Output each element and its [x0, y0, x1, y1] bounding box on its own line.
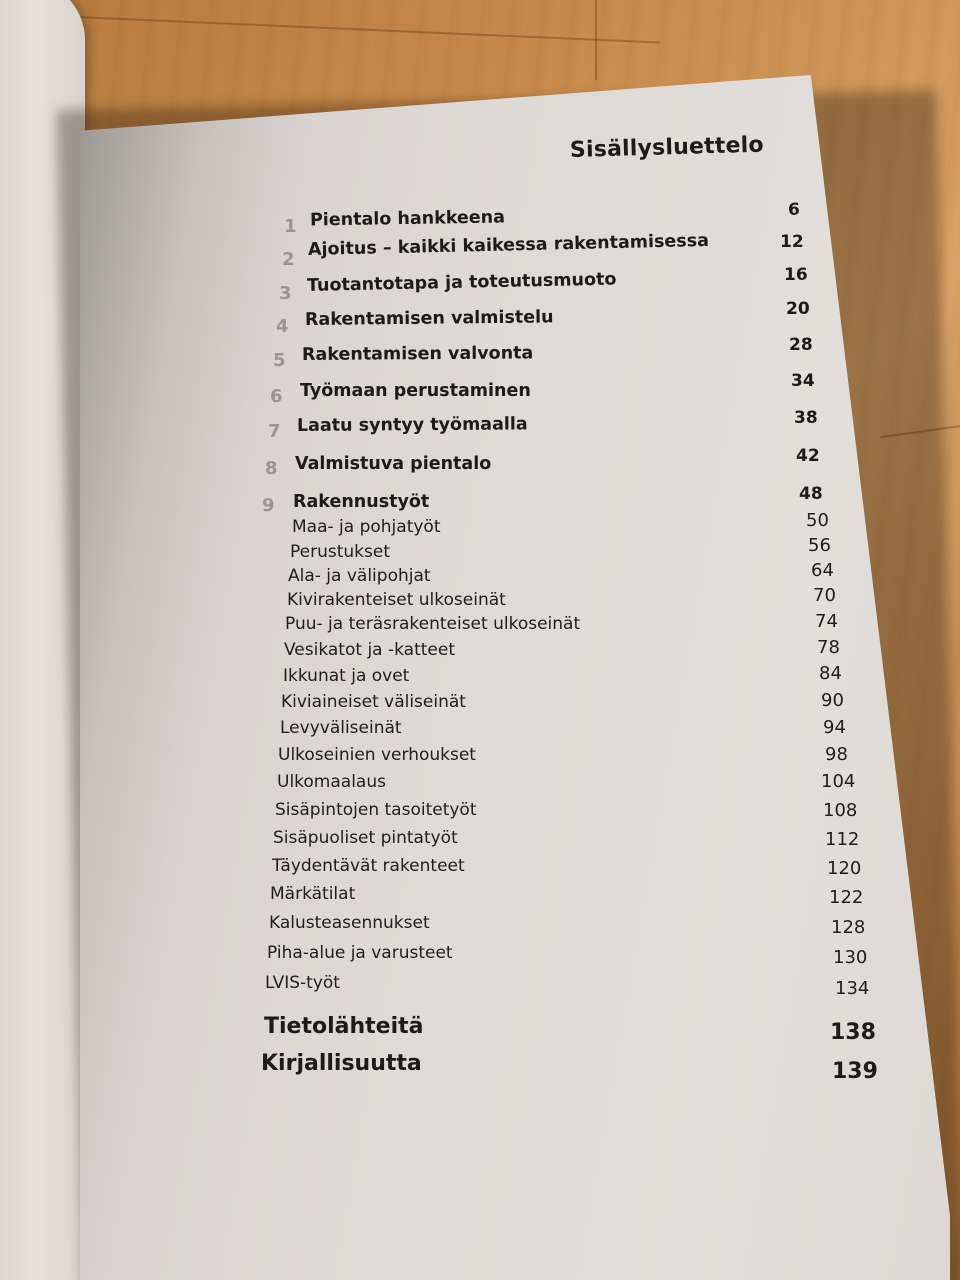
page-title: Sisällysluettelo — [569, 132, 765, 163]
chapter-title: Rakentamisen valmistelu — [304, 307, 554, 330]
subsection-page: 84 — [819, 663, 842, 684]
chapter-page: 28 — [789, 335, 813, 355]
appendix-page: 138 — [830, 1020, 876, 1045]
chapter-number: 4 — [276, 316, 289, 337]
chapter-number: 8 — [265, 458, 278, 479]
chapter-page: 20 — [786, 299, 810, 319]
subsection-page: 130 — [833, 947, 868, 968]
subsection-title: Sisäpuoliset pintatyöt — [273, 828, 458, 848]
subsection-title: Märkätilat — [270, 884, 356, 904]
subsection-page: 78 — [817, 637, 840, 658]
chapter-title: Työmaan perustaminen — [300, 381, 531, 401]
subsection-page: 108 — [823, 800, 858, 821]
chapter-title: Rakennustyöt — [293, 492, 430, 512]
subsection-page: 94 — [823, 717, 846, 738]
subsection-page: 70 — [813, 585, 836, 606]
subsection-title: Ulkoseinien verhoukset — [278, 745, 476, 765]
chapter-number: 3 — [279, 283, 292, 304]
subsection-title: Sisäpintojen tasoitetyöt — [275, 800, 477, 820]
chapter-title: Pientalo hankkeena — [309, 207, 506, 231]
subsection-page: 128 — [831, 917, 866, 938]
subsection-title: Vesikatot ja -katteet — [284, 640, 456, 660]
chapter-number: 2 — [282, 249, 295, 270]
chapter-page: 12 — [780, 232, 804, 252]
subsection-title: Levyväliseinät — [280, 718, 402, 738]
subsection-title: Täydentävät rakenteet — [272, 856, 465, 876]
subsection-page: 120 — [827, 858, 862, 879]
subsection-page: 50 — [806, 510, 829, 531]
chapter-number: 1 — [284, 216, 297, 237]
chapter-title: Rakentamisen valvonta — [301, 343, 534, 365]
appendix-title: Kirjallisuutta — [261, 1051, 422, 1076]
subsection-title: Perustukset — [290, 542, 390, 562]
chapter-number: 5 — [273, 350, 286, 371]
chapter-number: 9 — [262, 495, 275, 516]
subsection-page: 122 — [829, 887, 864, 908]
subsection-title: Kivirakenteiset ulkoseinät — [287, 590, 506, 610]
chapter-page: 42 — [796, 446, 820, 466]
subsection-page: 98 — [825, 744, 848, 765]
chapter-number: 7 — [268, 421, 281, 442]
chapter-page: 16 — [784, 265, 808, 285]
subsection-title: Puu- ja teräsrakenteiset ulkoseinät — [285, 614, 581, 634]
chapter-page: 6 — [788, 200, 800, 220]
subsection-title: LVIS-työt — [265, 973, 340, 993]
chapter-title: Ajoitus – kaikki kaikessa rakentamisessa — [307, 230, 710, 260]
chapter-page: 38 — [794, 408, 818, 428]
chapter-title: Laatu syntyy työmaalla — [296, 414, 528, 436]
chapter-number: 6 — [270, 386, 283, 407]
chapter-title: Tuotantotapa ja toteutusmuoto — [306, 269, 617, 296]
appendix-page: 139 — [832, 1059, 878, 1084]
subsection-title: Ulkomaalaus — [277, 772, 386, 792]
subsection-page: 112 — [825, 829, 860, 850]
appendix-title: Tietolähteitä — [264, 1014, 424, 1039]
subsection-page: 90 — [821, 690, 844, 711]
subsection-page: 104 — [821, 771, 856, 792]
subsection-title: Kiviaineiset väliseinät — [281, 692, 466, 712]
subsection-page: 134 — [835, 978, 870, 999]
chapter-title: Valmistuva pientalo — [295, 454, 492, 474]
subsection-title: Ala- ja välipohjat — [288, 566, 431, 586]
subsection-page: 74 — [815, 611, 838, 632]
subsection-page: 56 — [808, 535, 831, 556]
chapter-page: 48 — [799, 484, 823, 504]
chapter-page: 34 — [791, 371, 815, 391]
subsection-title: Piha-alue ja varusteet — [267, 943, 453, 963]
subsection-page: 64 — [811, 560, 834, 581]
subsection-title: Kalusteasennukset — [269, 913, 430, 933]
subsection-title: Maa- ja pohjatyöt — [292, 517, 441, 537]
subsection-title: Ikkunat ja ovet — [283, 666, 410, 686]
